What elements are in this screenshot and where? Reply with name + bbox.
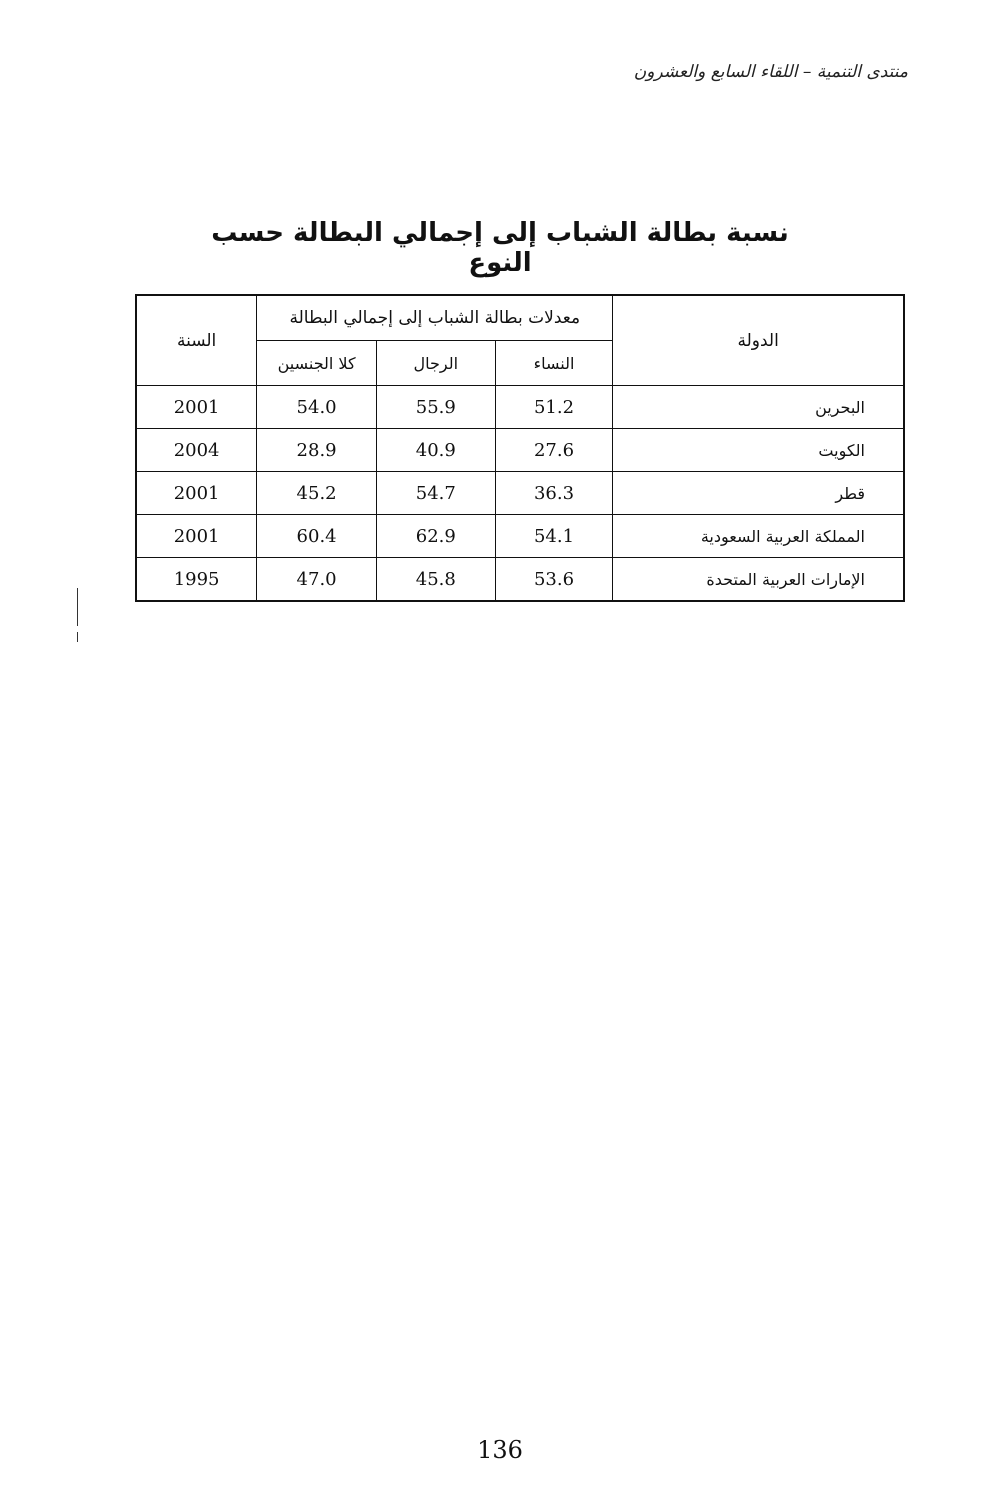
margin-scan-mark xyxy=(77,632,78,642)
cell-both: 47.0 xyxy=(257,558,377,602)
margin-scan-mark xyxy=(77,588,78,626)
header-women: النساء xyxy=(495,341,613,386)
table-title: نسبة بطالة الشباب إلى إجمالي البطالة حسب النوع xyxy=(211,218,789,278)
page-number: 136 xyxy=(477,1436,523,1464)
header-country: الدولة xyxy=(613,295,904,386)
cell-men: 40.9 xyxy=(376,429,495,472)
table-row xyxy=(136,386,904,429)
cell-country: البحرين xyxy=(613,386,904,429)
cell-women: 53.6 xyxy=(495,558,613,602)
cell-both: 60.4 xyxy=(257,515,377,558)
header-rates-group: معدلات بطالة الشباب إلى إجمالي البطالة xyxy=(257,295,613,341)
cell-men: 45.8 xyxy=(376,558,495,602)
cell-country: المملكة العربية السعودية xyxy=(613,515,904,558)
cell-men: 62.9 xyxy=(376,515,495,558)
table-row xyxy=(136,515,904,558)
cell-country: الإمارات العربية المتحدة xyxy=(613,558,904,602)
cell-women: 27.6 xyxy=(495,429,613,472)
cell-men: 55.9 xyxy=(376,386,495,429)
cell-year: 1995 xyxy=(136,558,257,602)
cell-women: 51.2 xyxy=(495,386,613,429)
cell-year: 2001 xyxy=(136,386,257,429)
header-year: السنة xyxy=(136,295,257,386)
cell-country: قطر xyxy=(613,472,904,515)
cell-both: 28.9 xyxy=(257,429,377,472)
cell-women: 54.1 xyxy=(495,515,613,558)
cell-year: 2001 xyxy=(136,515,257,558)
cell-women: 36.3 xyxy=(495,472,613,515)
header-men: الرجال xyxy=(376,341,495,386)
running-header: منتدى التنمية – اللقاء السابع والعشرون xyxy=(633,62,908,82)
header-both: كلا الجنسين xyxy=(257,341,377,386)
table-row xyxy=(136,558,904,602)
cell-year: 2001 xyxy=(136,472,257,515)
table-row xyxy=(136,472,904,515)
cell-men: 54.7 xyxy=(376,472,495,515)
unemployment-table xyxy=(135,294,905,602)
table-row xyxy=(136,429,904,472)
cell-both: 45.2 xyxy=(257,472,377,515)
cell-both: 54.0 xyxy=(257,386,377,429)
cell-year: 2004 xyxy=(136,429,257,472)
cell-country: الكويت xyxy=(613,429,904,472)
